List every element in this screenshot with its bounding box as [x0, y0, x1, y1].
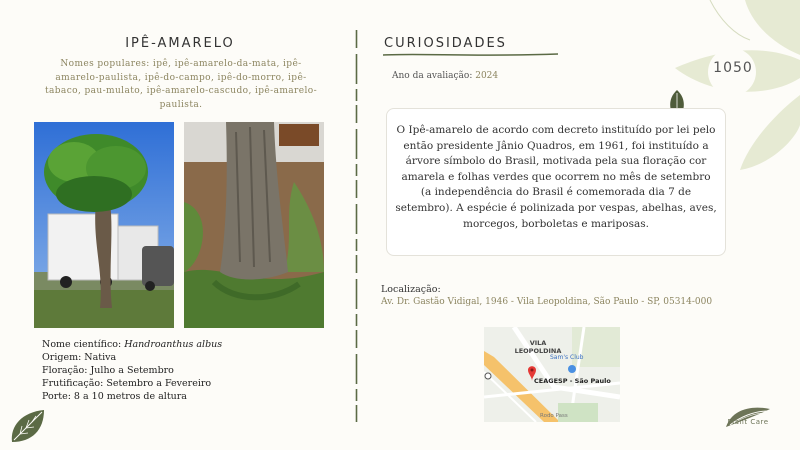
brand-name: Plant Care	[727, 418, 769, 426]
size: Porte: 8 a 10 metros de altura	[42, 391, 187, 402]
map-road-label: Rodo Pass	[540, 413, 568, 419]
scientific-name: Handroanthus albus	[124, 339, 223, 350]
species-details	[42, 338, 222, 403]
location-address: Av. Dr. Gastão Vidigal, 1946 - Vila Leopoldina, São Paulo - SP, 05314-000	[381, 297, 713, 307]
tree-code: 1050	[713, 60, 753, 76]
page-title: IPÊ-AMARELO	[125, 36, 235, 51]
curiosities-text: O Ipê-amarelo de acordo com decreto instituído por lei pelo então presidente Jânio Quadros, em 1961, foi instituído a árvore símbolo do Brasil, motivada pela sua floração cor amarela e folhas verdes que ocorrem no mês de setembro (a independência do Brasil é comemorada dia 7 de setembro). A espécie é polinizada por vespas, abelhas, aves, morcegos, borboletas e mariposas.	[386, 108, 726, 256]
heading-underline	[383, 52, 558, 58]
evaluation-year-label: Ano da avaliação:	[392, 71, 476, 81]
tree-photo-trunk	[184, 122, 324, 328]
evaluation-year-value: 2024	[475, 71, 499, 81]
origin: Origem: Nativa	[42, 352, 117, 363]
popular-names: Nomes populares: ipê, ipê-amarelo-da-mata, ipê-amarelo-paulista, ipê-do-campo, ipê-do-morro, ipê-tabaco, pau-mulato, ipê-amarelo-cascudo, ipê-amarelo-paulista.	[44, 59, 318, 110]
fruiting: Frutificação: Setembro a Fevereiro	[42, 378, 212, 389]
leaf-icon	[8, 406, 48, 446]
plant-care-logo	[718, 392, 778, 442]
scientific-name-label: Nome científico:	[42, 339, 125, 350]
scientific-name-line	[42, 338, 222, 351]
map-pin-label: CEAGESP - São Paulo	[534, 377, 611, 385]
location-map[interactable]	[484, 327, 620, 422]
tree-photo-crown	[34, 122, 174, 328]
map-poi-label: Sam's Club	[550, 354, 584, 361]
curiosities-heading: CURIOSIDADES	[384, 36, 507, 51]
evaluation-year	[392, 71, 498, 81]
location-label: Localização:	[381, 284, 441, 295]
flowering: Floração: Julho a Setembro	[42, 365, 174, 376]
column-divider	[355, 30, 358, 422]
map-district-label: VILA LEOPOLDINA	[514, 339, 562, 355]
